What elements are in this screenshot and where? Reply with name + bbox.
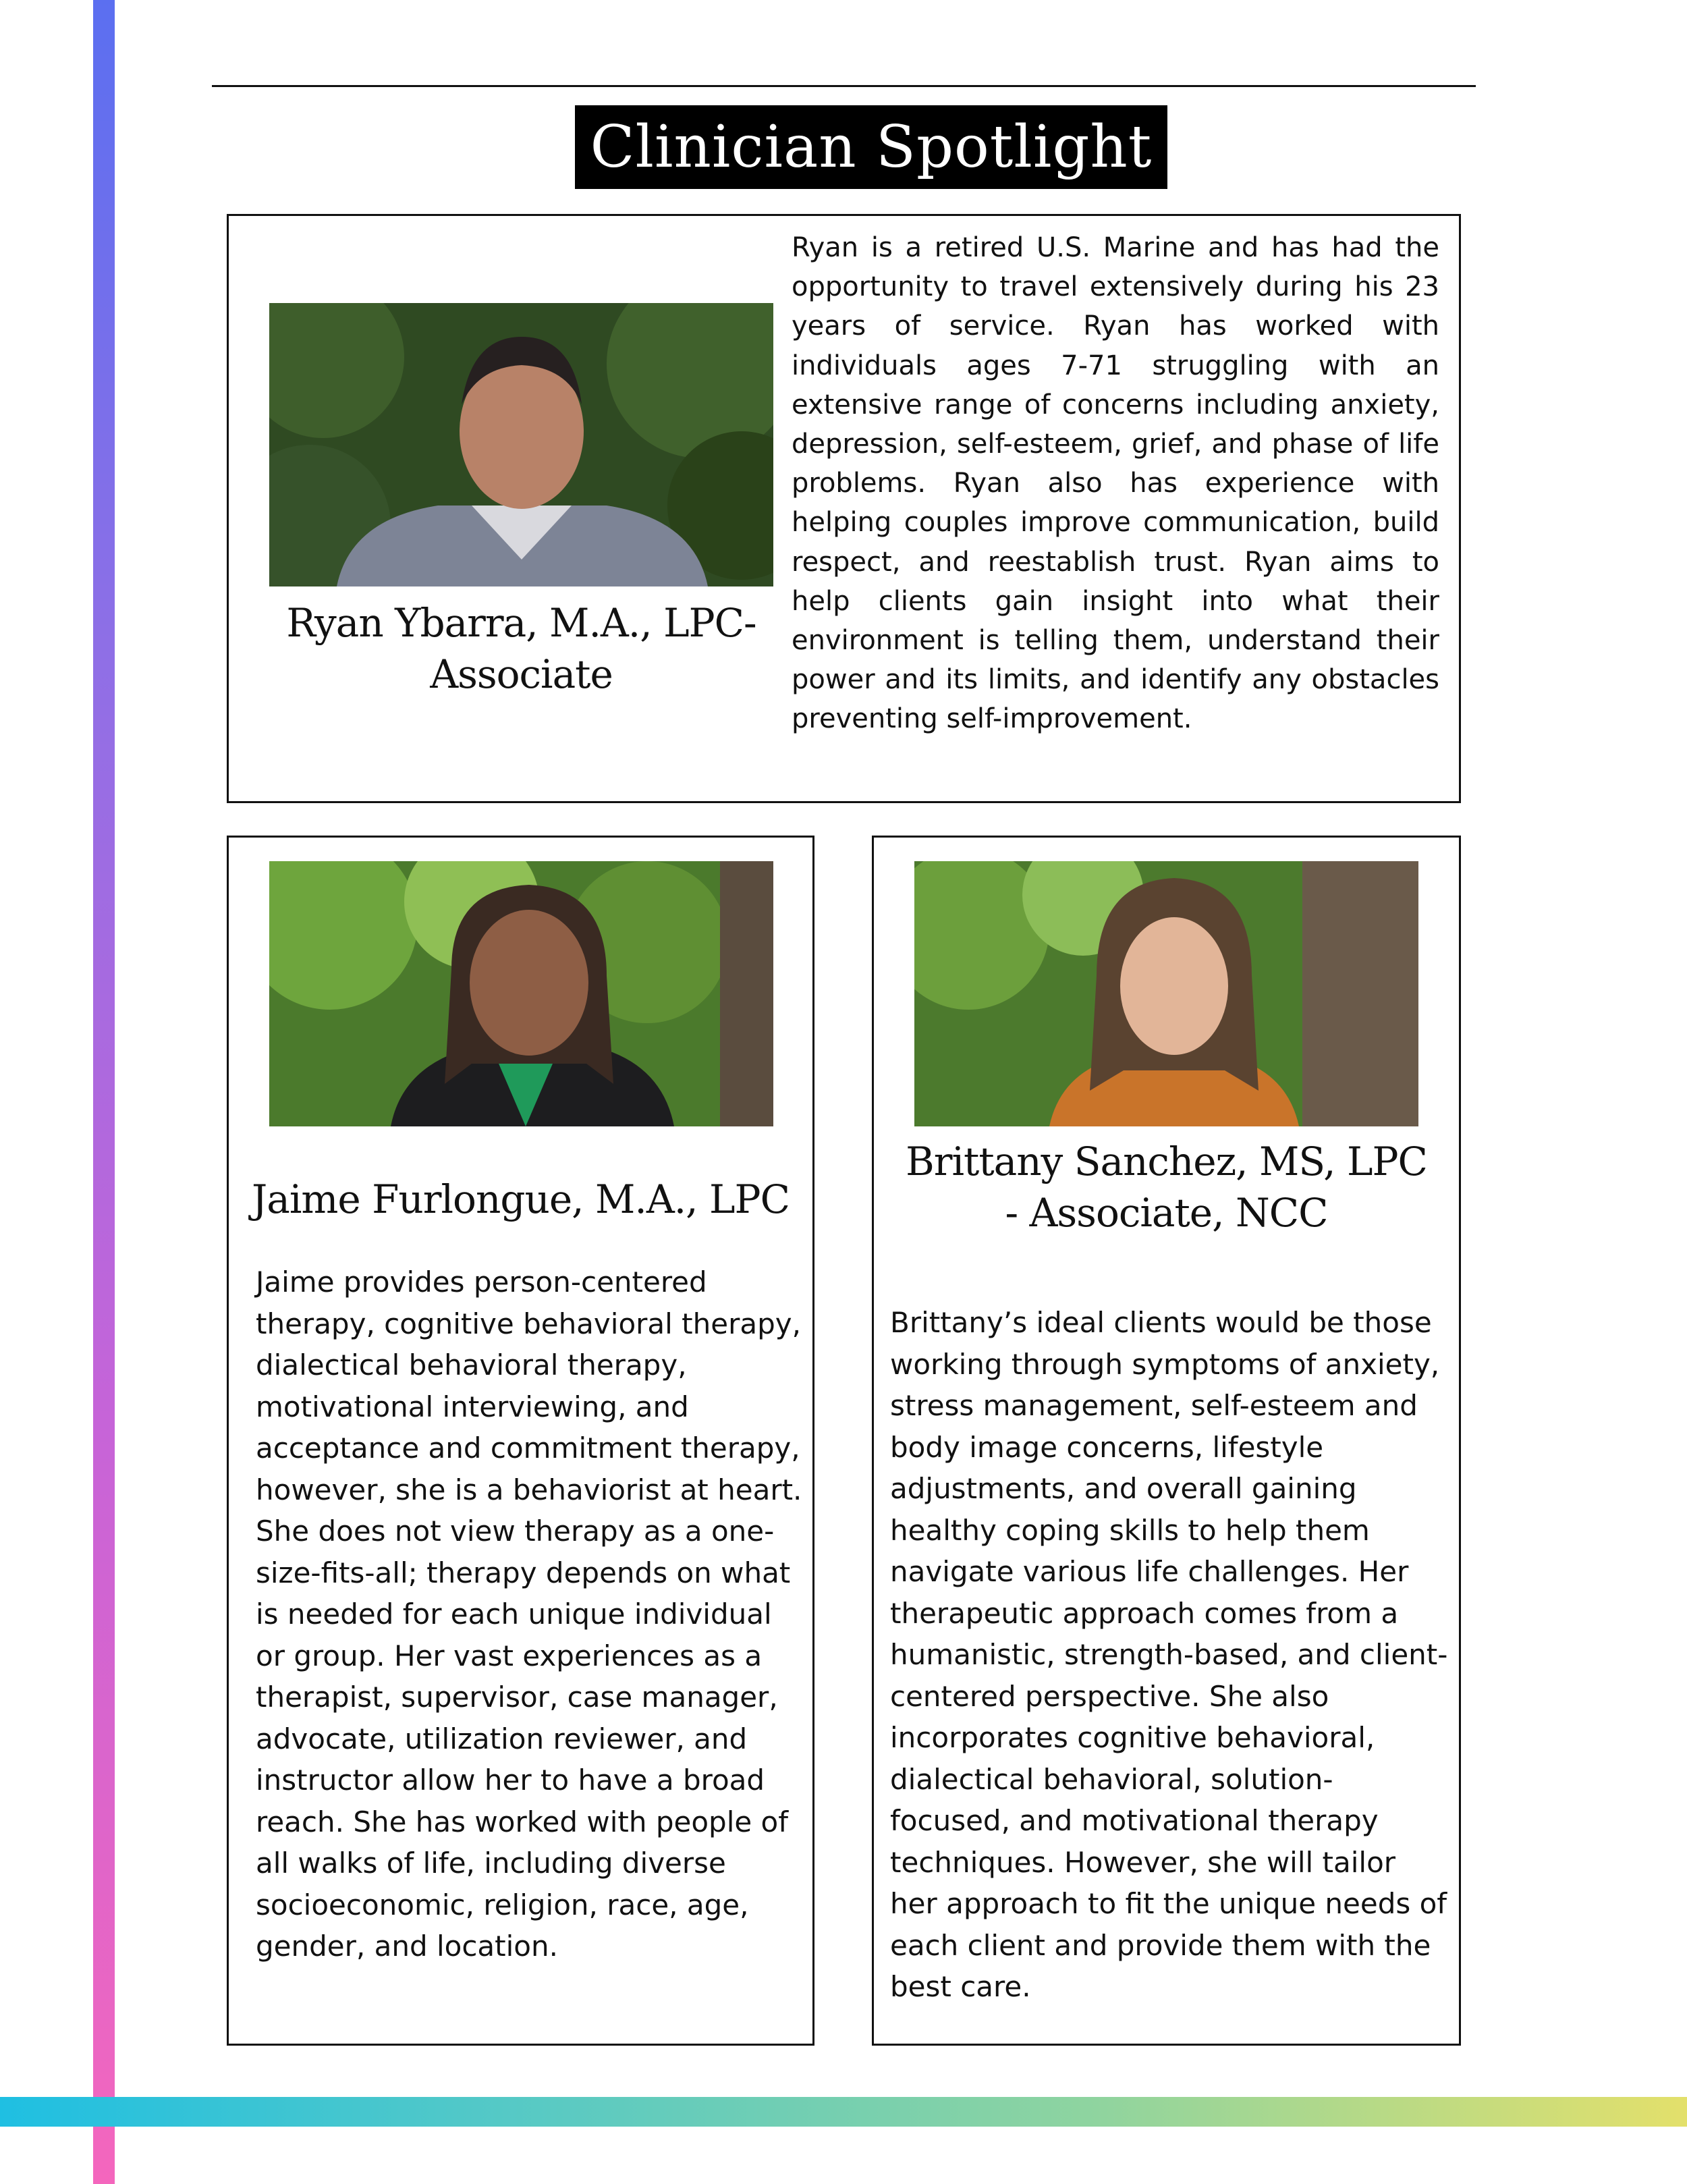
clinician-card-ryan <box>227 214 1461 803</box>
top-divider <box>212 85 1476 87</box>
left-accent-bar <box>93 0 115 2184</box>
page-title-banner <box>575 105 1167 189</box>
bottom-accent-bar <box>0 2097 1687 2127</box>
clinician-photo-ryan <box>269 303 773 586</box>
clinician-name-ryan: Ryan Ybarra, M.A., LPC-Associate <box>286 600 756 697</box>
clinician-photo-brittany <box>914 861 1418 1126</box>
portrait-photo-icon <box>269 303 773 586</box>
clinician-bio-ryan: Ryan is a retired U.S. Marine and has had the opportunity to travel extensively during his 23 years of service. Ryan has worked with individuals ages 7-71 struggling with an extensive range of concerns including anxiety, depression, self-esteem, grief, and phase of life problems. Ryan also has experience with helping couples improve communication, build respect, and reestablish trust. Ryan aims to help clients gain insight into what their environment is telling them, understand their power and its limits, and identify any obstacles preventing self-improvement. <box>792 232 1439 735</box>
clinician-name-jaime: Jaime Furlongue, M.A., LPC <box>252 1176 790 1222</box>
clinician-photo-jaime <box>269 861 773 1126</box>
clinician-card-brittany <box>872 836 1461 2046</box>
clinician-bio-jaime: Jaime provides person-centered therapy, cognitive behavioral therapy, dialectical behavioral therapy, motivational interviewing, and acceptance and commitment therapy, however, she is a behaviorist at heart. She does not view therapy as a one-size-fits-all; therapy depends on what is needed for each unique individual or group. Her vast experiences as a therapist, supervisor, case manager, advocate, utilization reviewer, and instructor allow her to have a broad reach. She has worked with people of all walks of life, including diverse socioeconomic, religion, race, age, gender, and location. <box>256 1265 802 1963</box>
clinician-card-jaime <box>227 836 814 2046</box>
clinician-name-brittany: Brittany Sanchez, MS, LPC - Associate, NCC <box>906 1139 1427 1236</box>
portrait-photo-icon <box>269 861 773 1126</box>
page-title: Clinician Spotlight <box>590 113 1153 181</box>
portrait-photo-icon <box>914 861 1418 1126</box>
clinician-bio-brittany: Brittany’s ideal clients would be those working through symptoms of anxiety, stress management, self-esteem and body image concerns, lifestyle adjustments, and overall gaining healthy coping skills to help them navigate various life challenges. Her therapeutic approach comes from a humanistic, strength-based, and client-centered perspective. She also incorporates cognitive behavioral, dialectical behavioral, solution-focused, and motivational therapy techniques. However, she will tailor her approach to fit the unique needs of each client and provide them with the best care. <box>890 1306 1448 2003</box>
